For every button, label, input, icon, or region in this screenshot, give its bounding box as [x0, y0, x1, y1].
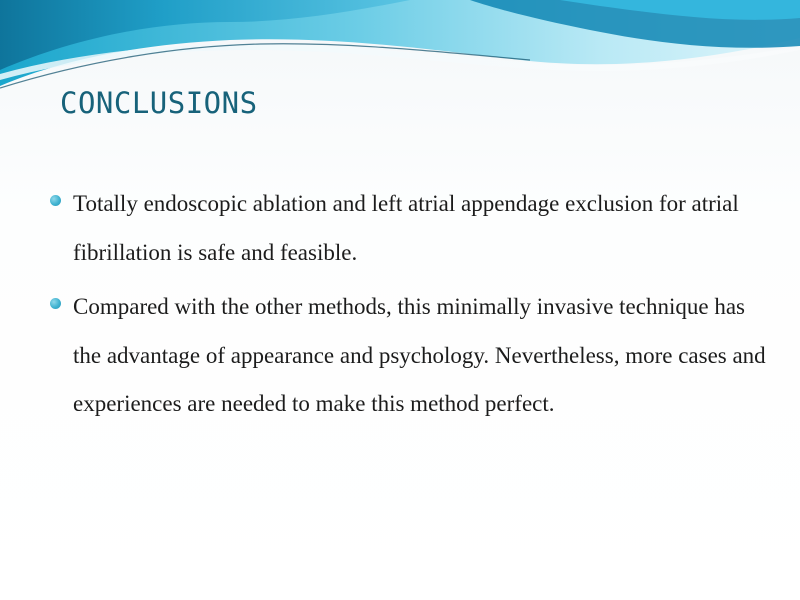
bullet-text: Totally endoscopic ablation and left atrial appendage exclusion for atrial fibrillation is safe and feasible.: [73, 191, 739, 265]
slide-title: CONCLUSIONS: [60, 86, 258, 120]
bullet-text: Compared with the other methods, this minimally invasive technique has the advantage of appearance and psychology. Nevertheless, more cases and experiences are needed to make this method perfect.: [73, 294, 766, 416]
bullet-dot-icon: [50, 195, 61, 206]
bullet-dot-icon: [50, 298, 61, 309]
bullet-item: [50, 180, 770, 277]
bullet-item: [50, 283, 770, 429]
bullet-list: [50, 180, 770, 435]
header-wave-decoration: [0, 0, 800, 100]
